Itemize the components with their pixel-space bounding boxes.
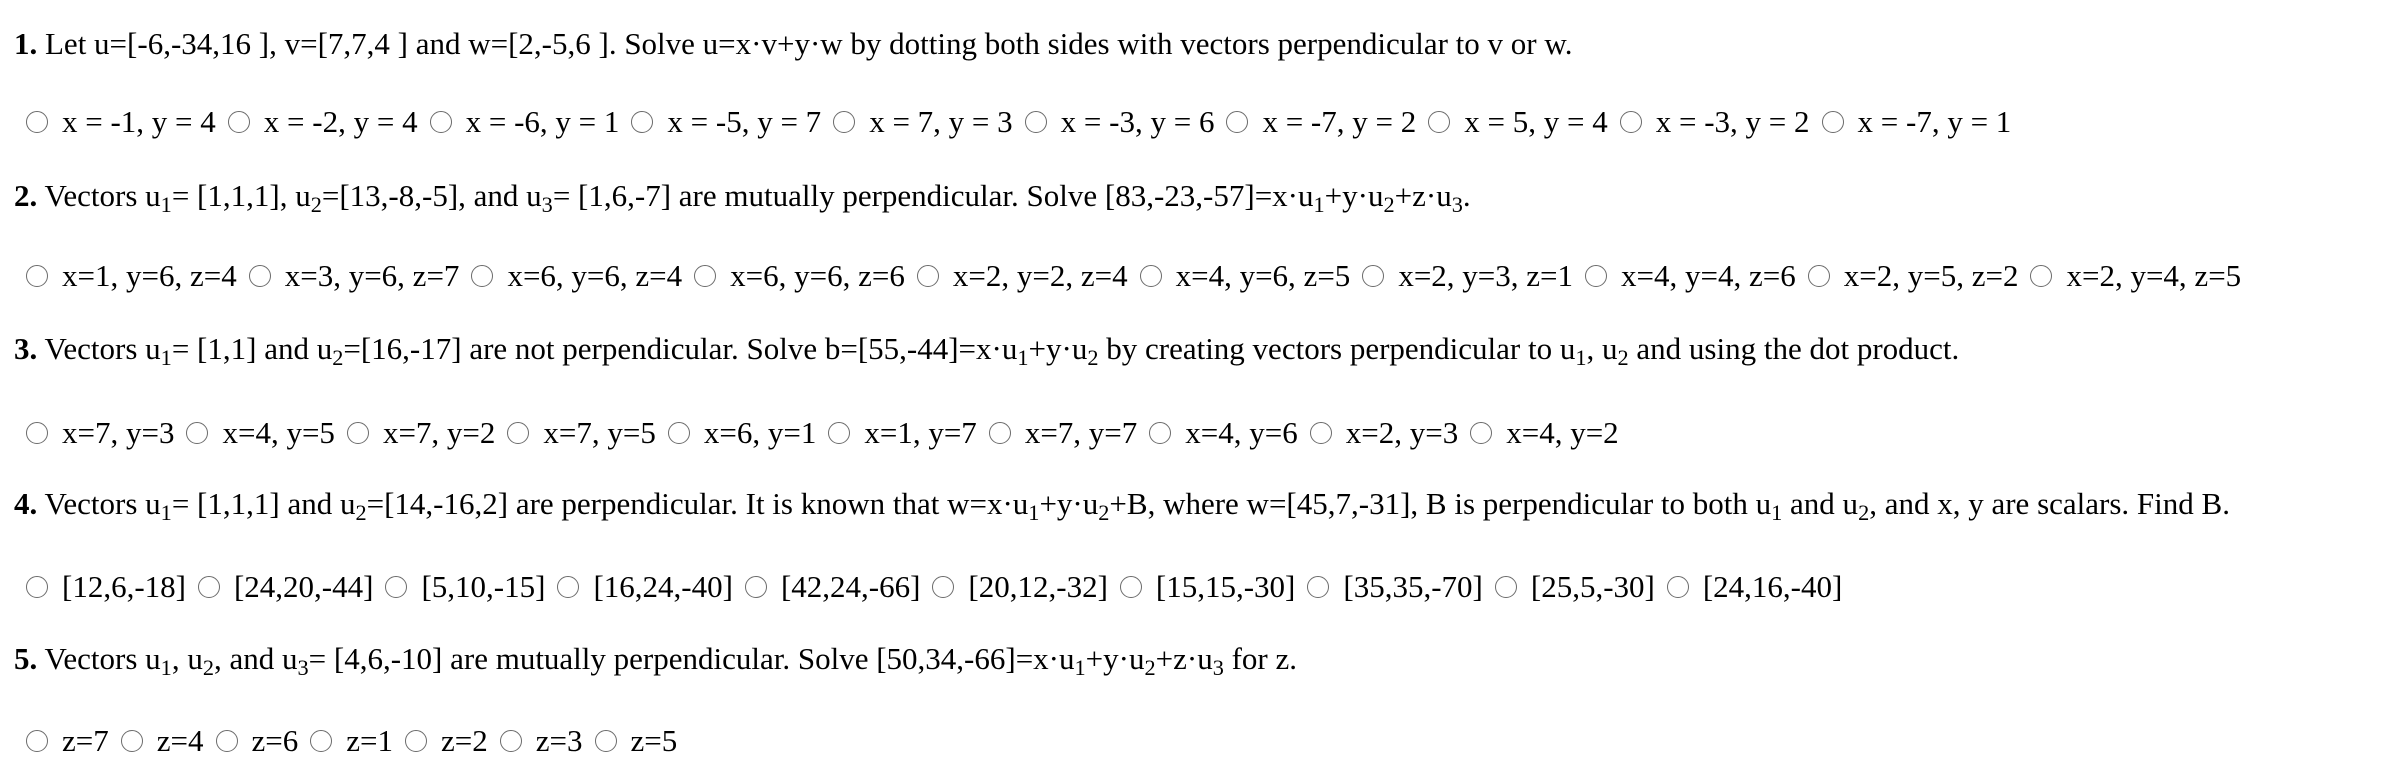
- subscript: 2: [310, 192, 322, 218]
- answer-option[interactable]: [1362, 260, 1573, 291]
- question-number: 2.: [14, 178, 38, 213]
- radio-button[interactable]: [1226, 111, 1248, 133]
- question-text: = [1,6,-7] are mutually perpendicular. Solve [83,-23,-57]=x·u: [552, 178, 1314, 213]
- answer-option-label: z=7: [62, 723, 109, 758]
- question-text: and using the dot product.: [1628, 331, 1960, 366]
- answer-option-label: x=4, y=2: [1506, 415, 1619, 450]
- answer-option[interactable]: [347, 417, 495, 448]
- answer-option[interactable]: [2030, 260, 2241, 291]
- answer-options-5: [26, 725, 689, 756]
- answer-option[interactable]: [1120, 571, 1295, 602]
- answer-option-label: x = -3, y = 2: [1655, 104, 1810, 139]
- subscript: 1: [1313, 192, 1325, 218]
- radio-button[interactable]: [1140, 265, 1162, 287]
- answer-options-2: [26, 260, 2253, 291]
- answer-options-4: [26, 571, 1854, 602]
- question-text: Vectors u: [37, 641, 161, 676]
- radio-button[interactable]: [557, 576, 579, 598]
- radio-button[interactable]: [198, 576, 220, 598]
- question-text: = [1,1,1], u: [171, 178, 311, 213]
- answer-option-label: [20,12,-32]: [968, 569, 1108, 604]
- question-text: , u: [1586, 331, 1618, 366]
- radio-button[interactable]: [216, 730, 238, 752]
- question-text: +y·u: [1028, 331, 1088, 366]
- radio-button[interactable]: [405, 730, 427, 752]
- answer-option[interactable]: [1149, 417, 1297, 448]
- answer-option[interactable]: [121, 725, 204, 756]
- answer-option[interactable]: [471, 260, 682, 291]
- answer-option-label: [16,24,-40]: [593, 569, 733, 604]
- subscript: 3: [541, 192, 553, 218]
- radio-button[interactable]: [1362, 265, 1384, 287]
- answer-option[interactable]: [430, 106, 620, 137]
- answer-option-label: x = -2, y = 4: [263, 104, 418, 139]
- radio-button[interactable]: [26, 265, 48, 287]
- question-number: 5.: [14, 641, 38, 676]
- subscript: 1: [1017, 345, 1029, 371]
- answer-option-label: x=7, y=7: [1024, 415, 1138, 450]
- answer-option[interactable]: [932, 571, 1107, 602]
- answer-option-label: z=5: [630, 723, 678, 758]
- radio-button[interactable]: [595, 730, 617, 752]
- question-text: =[16,-17] are not perpendicular. Solve b=[55,-44]=x·u: [343, 331, 1018, 366]
- question-text: Vectors u: [37, 331, 161, 366]
- question-text: +y·u: [1039, 486, 1099, 521]
- question-text: by creating vectors perpendicular to u: [1098, 331, 1576, 366]
- answer-option[interactable]: [405, 725, 488, 756]
- answer-option[interactable]: [1226, 106, 1416, 137]
- question-number: 1.: [14, 26, 38, 61]
- question-text: for z.: [1223, 641, 1298, 676]
- answer-option-label: z=4: [156, 723, 204, 758]
- answer-option[interactable]: [26, 417, 174, 448]
- radio-button[interactable]: [1585, 265, 1607, 287]
- subscript: 3: [1451, 192, 1463, 218]
- answer-option-label: x=2, y=3, z=1: [1398, 258, 1574, 293]
- answer-option-label: x=6, y=1: [703, 415, 817, 450]
- question-text: Let u=[-6,-34,16 ], v=[7,7,4 ] and w=[2,-5,6 ]. Solve u=x·v+y·w by dotting both sides with vectors perpendicular to v or w.: [37, 26, 1573, 61]
- question-text: = [1,1,1] and u: [171, 486, 356, 521]
- question-text: +y·u: [1085, 641, 1145, 676]
- radio-button[interactable]: [310, 730, 332, 752]
- radio-button[interactable]: [186, 422, 208, 444]
- question-text: +z·u: [1155, 641, 1213, 676]
- subscript: 1: [1074, 655, 1086, 681]
- answer-option[interactable]: [249, 260, 460, 291]
- question-text: and u: [1782, 486, 1859, 521]
- answer-option-label: x=1, y=7: [864, 415, 977, 450]
- subscript: 2: [1383, 192, 1395, 218]
- radio-button[interactable]: [471, 265, 493, 287]
- question-3: [14, 331, 1960, 371]
- subscript: 3: [1212, 655, 1224, 681]
- radio-button[interactable]: [917, 265, 939, 287]
- subscript: 2: [202, 655, 214, 681]
- answer-option-label: z=6: [251, 723, 299, 758]
- question-text: Vectors u: [37, 486, 161, 521]
- answer-option[interactable]: [186, 417, 334, 448]
- answer-option[interactable]: [1470, 417, 1618, 448]
- answer-options-1: [26, 106, 2023, 137]
- answer-option-label: x=3, y=6, z=7: [284, 258, 460, 293]
- answer-option[interactable]: [1822, 106, 2012, 137]
- answer-option[interactable]: [198, 571, 373, 602]
- radio-button[interactable]: [745, 576, 767, 598]
- question-text: , u: [171, 641, 203, 676]
- radio-button[interactable]: [631, 111, 653, 133]
- radio-button[interactable]: [828, 422, 850, 444]
- answer-option[interactable]: [595, 725, 678, 756]
- answer-option-label: x = -7, y = 1: [1857, 104, 2012, 139]
- answer-option-label: x=4, y=4, z=6: [1621, 258, 1796, 293]
- answer-option[interactable]: [631, 106, 821, 137]
- answer-option[interactable]: [557, 571, 732, 602]
- answer-option-label: [15,15,-30]: [1155, 569, 1296, 604]
- subscript: 1: [160, 192, 172, 218]
- answer-option[interactable]: [216, 725, 299, 756]
- radio-button[interactable]: [1470, 422, 1492, 444]
- radio-button[interactable]: [347, 422, 369, 444]
- question-1: [14, 28, 1572, 59]
- answer-option-label: x=7, y=2: [382, 415, 496, 450]
- answer-option-label: x = -7, y = 2: [1262, 104, 1417, 139]
- answer-option[interactable]: [228, 106, 418, 137]
- answer-options-3: [26, 417, 1631, 448]
- answer-option-label: x=7, y=5: [543, 415, 656, 450]
- radio-button[interactable]: [1808, 265, 1830, 287]
- answer-option-label: [25,5,-30]: [1530, 569, 1655, 604]
- answer-option-label: x = 5, y = 4: [1464, 104, 1608, 139]
- subscript: 1: [160, 655, 172, 681]
- radio-button[interactable]: [668, 422, 690, 444]
- radio-button[interactable]: [1310, 422, 1332, 444]
- radio-button[interactable]: [500, 730, 522, 752]
- answer-option-label: z=1: [346, 723, 393, 758]
- question-text: .: [1462, 178, 1471, 213]
- answer-option-label: x=4, y=5: [222, 415, 335, 450]
- answer-option[interactable]: [917, 260, 1128, 291]
- answer-option[interactable]: [26, 106, 216, 137]
- answer-option[interactable]: [1667, 571, 1842, 602]
- radio-button[interactable]: [1620, 111, 1642, 133]
- answer-option[interactable]: [1620, 106, 1810, 137]
- answer-option[interactable]: [500, 725, 583, 756]
- subscript: 1: [1771, 500, 1783, 526]
- answer-option[interactable]: [507, 417, 655, 448]
- radio-button[interactable]: [1025, 111, 1047, 133]
- answer-option-label: [12,6,-18]: [62, 569, 186, 604]
- answer-option-label: [42,24,-66]: [780, 569, 921, 604]
- answer-option-label: x = -6, y = 1: [465, 104, 620, 139]
- radio-button[interactable]: [2030, 265, 2052, 287]
- answer-option[interactable]: [833, 106, 1012, 137]
- answer-option[interactable]: [668, 417, 816, 448]
- question-text: =[14,-16,2] are perpendicular. It is known that w=x·u: [366, 486, 1029, 521]
- answer-option-label: x=6, y=6, z=4: [507, 258, 683, 293]
- answer-option[interactable]: [385, 571, 545, 602]
- question-text: +z·u: [1394, 178, 1452, 213]
- answer-option-label: [35,35,-70]: [1343, 569, 1483, 604]
- question-text: +B, where w=[45,7,-31], B is perpendicular to both u: [1109, 486, 1772, 521]
- subscript: 2: [1144, 655, 1156, 681]
- radio-button[interactable]: [1307, 576, 1329, 598]
- answer-option[interactable]: [1585, 260, 1796, 291]
- answer-option-label: x=4, y=6, z=5: [1175, 258, 1351, 293]
- question-5: [14, 641, 1298, 681]
- subscript: 3: [297, 655, 309, 681]
- answer-option[interactable]: [1307, 571, 1482, 602]
- answer-option-label: x = -3, y = 6: [1060, 104, 1215, 139]
- answer-option-label: x=2, y=5, z=2: [1843, 258, 2019, 293]
- subscript: 2: [332, 345, 344, 371]
- radio-button[interactable]: [507, 422, 529, 444]
- question-number: 3.: [14, 331, 38, 366]
- question-text: , and u: [213, 641, 298, 676]
- answer-option[interactable]: [1428, 106, 1607, 137]
- question-text: Vectors u: [37, 178, 161, 213]
- question-2: [14, 178, 1471, 218]
- question-text: = [4,6,-10] are mutually perpendicular. Solve [50,34,-66]=x·u: [308, 641, 1075, 676]
- subscript: 1: [160, 345, 172, 371]
- subscript: 1: [1575, 345, 1587, 371]
- answer-option[interactable]: [1140, 260, 1351, 291]
- radio-button[interactable]: [1495, 576, 1517, 598]
- answer-option[interactable]: [1025, 106, 1215, 137]
- answer-option-label: x=2, y=4, z=5: [2066, 258, 2242, 293]
- answer-option-label: z=2: [441, 723, 488, 758]
- answer-option-label: [24,20,-44]: [233, 569, 374, 604]
- radio-button[interactable]: [228, 111, 250, 133]
- question-text: =[13,-8,-5], and u: [321, 178, 542, 213]
- answer-option-label: x = -1, y = 4: [62, 104, 216, 139]
- question-text: = [1,1] and u: [171, 331, 333, 366]
- answer-option[interactable]: [694, 260, 905, 291]
- subscript: 2: [1087, 345, 1099, 371]
- subscript: 1: [1028, 500, 1040, 526]
- radio-button[interactable]: [989, 422, 1011, 444]
- radio-button[interactable]: [26, 111, 48, 133]
- subscript: 2: [355, 500, 367, 526]
- question-4: [14, 486, 2230, 526]
- radio-button[interactable]: [430, 111, 452, 133]
- answer-option[interactable]: [26, 260, 237, 291]
- answer-option[interactable]: [1495, 571, 1655, 602]
- answer-option-label: x=1, y=6, z=4: [62, 258, 237, 293]
- subscript: 2: [1098, 500, 1110, 526]
- answer-option-label: x=7, y=3: [62, 415, 175, 450]
- radio-button[interactable]: [1667, 576, 1689, 598]
- radio-button[interactable]: [26, 576, 48, 598]
- answer-option[interactable]: [310, 725, 393, 756]
- radio-button[interactable]: [694, 265, 716, 287]
- subscript: 2: [1858, 500, 1870, 526]
- radio-button[interactable]: [1120, 576, 1142, 598]
- radio-button[interactable]: [1149, 422, 1171, 444]
- answer-option-label: x=4, y=6: [1185, 415, 1298, 450]
- answer-option[interactable]: [989, 417, 1137, 448]
- answer-option[interactable]: [828, 417, 976, 448]
- answer-option[interactable]: [26, 725, 109, 756]
- radio-button[interactable]: [1428, 111, 1450, 133]
- answer-option-label: x=6, y=6, z=6: [730, 258, 905, 293]
- radio-button[interactable]: [385, 576, 407, 598]
- question-text: , and x, y are scalars. Find B.: [1869, 486, 2230, 521]
- radio-button[interactable]: [26, 730, 48, 752]
- answer-option-label: x = 7, y = 3: [869, 104, 1013, 139]
- answer-option-label: x=2, y=3: [1345, 415, 1459, 450]
- question-text: +y·u: [1324, 178, 1384, 213]
- answer-option-label: [24,16,-40]: [1702, 569, 1843, 604]
- radio-button[interactable]: [26, 422, 48, 444]
- answer-option-label: x=2, y=2, z=4: [952, 258, 1128, 293]
- radio-button[interactable]: [1822, 111, 1844, 133]
- answer-option[interactable]: [1310, 417, 1458, 448]
- answer-option[interactable]: [1808, 260, 2019, 291]
- radio-button[interactable]: [249, 265, 271, 287]
- subscript: 2: [1617, 345, 1629, 371]
- answer-option[interactable]: [26, 571, 186, 602]
- question-number: 4.: [14, 486, 38, 521]
- radio-button[interactable]: [833, 111, 855, 133]
- radio-button[interactable]: [121, 730, 143, 752]
- answer-option[interactable]: [745, 571, 920, 602]
- answer-option-label: [5,10,-15]: [421, 569, 546, 604]
- answer-option-label: z=3: [535, 723, 583, 758]
- answer-option-label: x = -5, y = 7: [667, 104, 822, 139]
- subscript: 1: [160, 500, 172, 526]
- radio-button[interactable]: [932, 576, 954, 598]
